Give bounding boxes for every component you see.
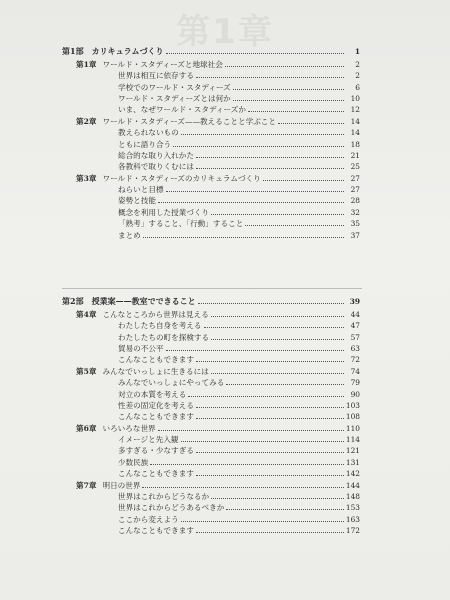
page-number: 142 (345, 469, 360, 479)
toc-part-heading-label: 第2部 授業案——教室でできること (62, 296, 196, 307)
toc-entry[interactable] (62, 150, 360, 161)
dot-leader (188, 396, 344, 397)
page-number: 12 (350, 105, 360, 115)
chapter-title: 明日の世界 (102, 480, 141, 490)
toc-entry[interactable] (62, 513, 360, 524)
page-number: 1 (354, 47, 360, 57)
page-number: 47 (350, 321, 360, 331)
ghost-heading: 第1章 (176, 12, 274, 52)
dot-leader (226, 509, 344, 510)
toc-chapter[interactable] (62, 308, 360, 319)
toc-entry[interactable] (62, 400, 360, 411)
toc-entry-label: 姿勢と技能 (118, 196, 156, 206)
page-number: 35 (350, 219, 360, 229)
toc-entry-label: ともに語り合う (118, 139, 172, 149)
dot-leader (204, 327, 344, 328)
toc-entry-label: 世界は相互に依存する (118, 71, 194, 81)
chapter-title: みんなでいっしょに生きるには (102, 366, 209, 376)
page-number: 27 (350, 185, 360, 195)
chapter-title: こんなところから世界は見える (102, 309, 209, 319)
page-number: 2 (355, 59, 360, 69)
dot-leader (196, 452, 344, 453)
toc-entry[interactable] (62, 468, 360, 479)
chapter-title: ワールド・スタディーズと地球社会 (102, 59, 223, 69)
toc-entry[interactable] (62, 377, 360, 388)
toc-entry-label: 貿易の不公平 (118, 343, 164, 353)
toc-chapter-label (62, 59, 223, 70)
page-number: 18 (350, 139, 360, 149)
page-number: 14 (350, 128, 360, 138)
dot-leader (181, 134, 344, 135)
page-number: 14 (350, 116, 360, 126)
page-number: 90 (350, 389, 360, 399)
toc-entry-label: 多すぎる・少なすぎる (118, 446, 194, 456)
dot-leader (196, 77, 344, 78)
toc-entry-label: こんなこともできます (118, 469, 194, 479)
dot-leader (211, 214, 344, 215)
toc-entry-label: 世界はこれからどうなるか (118, 492, 210, 502)
page-number: 153 (345, 503, 360, 513)
toc-entry-label: 「熟考」すること、「行動」すること (118, 219, 244, 229)
page-number: 63 (350, 343, 360, 353)
dot-leader (278, 123, 344, 124)
section-divider (62, 288, 362, 289)
dot-leader (158, 202, 344, 203)
toc-entry-label: ねらいと目標 (118, 185, 164, 195)
page-number: 39 (349, 297, 360, 307)
dot-leader (198, 303, 344, 304)
toc-part-heading[interactable] (62, 46, 360, 57)
dot-leader (181, 441, 344, 442)
page-number: 37 (350, 230, 360, 240)
dot-leader (233, 89, 344, 90)
dot-leader (173, 146, 344, 147)
page-number: 57 (350, 332, 360, 342)
dot-leader (166, 350, 344, 351)
toc-entry[interactable] (62, 445, 360, 456)
dot-leader (211, 339, 344, 340)
toc-entry[interactable] (62, 161, 360, 172)
page-number: 25 (350, 162, 360, 172)
toc-entry-label: 概念を利用した授業づくり (118, 207, 210, 217)
page-number: 110 (345, 423, 360, 433)
page-number: 27 (350, 173, 360, 183)
page-number: 10 (350, 93, 360, 103)
page-number: 121 (345, 446, 360, 456)
toc-entry-label: わたしたちの町を探検する (118, 332, 210, 342)
page-number: 74 (350, 366, 360, 376)
toc-chapter[interactable] (62, 422, 360, 433)
dot-leader (166, 191, 344, 192)
toc-entry-label: まとめ (118, 230, 141, 240)
toc-entry-label: イメージと先入観 (118, 435, 179, 445)
page-number: 103 (345, 400, 360, 410)
toc-entry[interactable] (62, 354, 360, 365)
toc-entry[interactable] (62, 229, 360, 240)
toc-entry-label: いま、なぜワールド・スタディーズか (118, 105, 246, 115)
toc-entry[interactable] (62, 70, 360, 81)
toc-chapter-label (62, 423, 156, 434)
dot-leader (196, 168, 344, 169)
toc-entry-label: 各教科で取りくむには (118, 162, 194, 172)
dot-leader (226, 384, 344, 385)
page-number: 21 (350, 150, 360, 160)
toc-part-1 (62, 46, 360, 241)
toc-chapter-label (62, 116, 276, 127)
toc-entry[interactable] (62, 491, 360, 502)
dot-leader (211, 373, 344, 374)
dot-leader (211, 498, 344, 499)
toc-entry-label: 世界はこれからどうあるべきか (118, 503, 225, 513)
page-number: 163 (345, 514, 360, 524)
toc-entry[interactable] (62, 456, 360, 467)
toc-part-heading[interactable] (62, 296, 360, 307)
dot-leader (181, 521, 344, 522)
dot-leader (225, 66, 344, 67)
toc-entry[interactable] (62, 343, 360, 354)
toc-entry-label: こんなこともできます (118, 412, 194, 422)
toc-entry-label: 性差の固定化を考える (118, 400, 194, 410)
toc-part-heading-label: 第1部 カリキュラムづくり (62, 46, 164, 57)
dot-leader (196, 418, 344, 419)
toc-entry[interactable] (62, 184, 360, 195)
toc-entry-label: ワールド・スタディーズとは何か (118, 93, 231, 103)
toc-chapter[interactable] (62, 479, 360, 490)
page-number: 108 (345, 412, 360, 422)
dot-leader (143, 237, 344, 238)
toc-entry[interactable] (62, 411, 360, 422)
dot-leader (245, 225, 344, 226)
toc-entry[interactable] (62, 104, 360, 115)
toc-entry[interactable] (62, 502, 360, 513)
page-number: 32 (350, 207, 360, 217)
chapter-number: 第4章 (76, 309, 97, 319)
toc-entry[interactable] (62, 434, 360, 445)
toc-entry[interactable] (62, 525, 360, 536)
toc-entry-label: 対立の本質を考える (118, 389, 187, 399)
dot-leader (196, 407, 344, 408)
toc-chapter-label (62, 309, 209, 320)
page-number: 2 (355, 71, 360, 81)
toc-entry-label: こんなこともできます (118, 526, 194, 536)
toc-entry-label: 教えられないもの (118, 128, 179, 138)
page-number: 79 (350, 378, 360, 388)
dot-leader (158, 430, 344, 431)
chapter-title: ワールド・スタディーズのカリキュラムづくり (102, 173, 261, 183)
toc-chapter-label (62, 480, 140, 491)
toc-entry[interactable] (62, 195, 360, 206)
dot-leader (196, 157, 344, 158)
toc-entry-label: 総合的な取り入れかた (118, 150, 194, 160)
dot-leader (263, 180, 344, 181)
page-number: 172 (345, 526, 360, 536)
toc-entry-label: わたしたち自身を考える (118, 321, 202, 331)
page-number: 131 (345, 457, 360, 467)
chapter-number: 第6章 (76, 423, 97, 433)
toc-entry[interactable] (62, 93, 360, 104)
dot-leader (166, 53, 345, 54)
page-number: 72 (350, 355, 360, 365)
page-number: 114 (345, 435, 360, 445)
dot-leader (196, 532, 344, 533)
dot-leader (150, 464, 344, 465)
toc-entry[interactable] (62, 138, 360, 149)
dot-leader (211, 316, 344, 317)
toc-chapter[interactable] (62, 172, 360, 183)
toc-chapter[interactable] (62, 365, 360, 376)
toc-entry[interactable] (62, 388, 360, 399)
toc-entry[interactable] (62, 127, 360, 138)
chapter-number: 第1章 (76, 59, 97, 69)
chapter-number: 第2章 (76, 116, 97, 126)
toc-entry-label: 少数民族 (118, 457, 149, 467)
chapter-number: 第7章 (76, 480, 97, 490)
toc-chapter[interactable] (62, 115, 360, 126)
toc-entry[interactable] (62, 206, 360, 217)
toc-entry[interactable] (62, 218, 360, 229)
toc-entry[interactable] (62, 81, 360, 92)
chapter-number: 第3章 (76, 173, 97, 183)
toc-chapter[interactable] (62, 58, 360, 69)
page-number: 144 (345, 480, 360, 490)
toc-entry-label: 学校でのワールド・スタディーズ (118, 82, 231, 92)
dot-leader (142, 487, 343, 488)
toc-entry[interactable] (62, 320, 360, 331)
toc-part-2 (62, 296, 360, 536)
page-number: 44 (350, 309, 360, 319)
toc-entry[interactable] (62, 331, 360, 342)
dot-leader (196, 475, 344, 476)
toc-chapter-label (62, 173, 261, 184)
chapter-number: 第5章 (76, 366, 97, 376)
dot-leader (233, 100, 344, 101)
dot-leader (196, 361, 344, 362)
toc-entry-label: みんなでいっしょにやってみる (118, 378, 225, 388)
chapter-title: ワールド・スタディーズ——教えることと学ぶこと (102, 116, 276, 126)
toc-entry-label: ここから変えよう (118, 514, 179, 524)
page-number: 148 (345, 492, 360, 502)
toc-entry-label: こんなこともできます (118, 355, 194, 365)
page-number: 28 (350, 196, 360, 206)
page-number: 6 (355, 82, 360, 92)
toc-chapter-label (62, 366, 209, 377)
chapter-title: いろいろな世界 (102, 423, 156, 433)
dot-leader (248, 111, 344, 112)
